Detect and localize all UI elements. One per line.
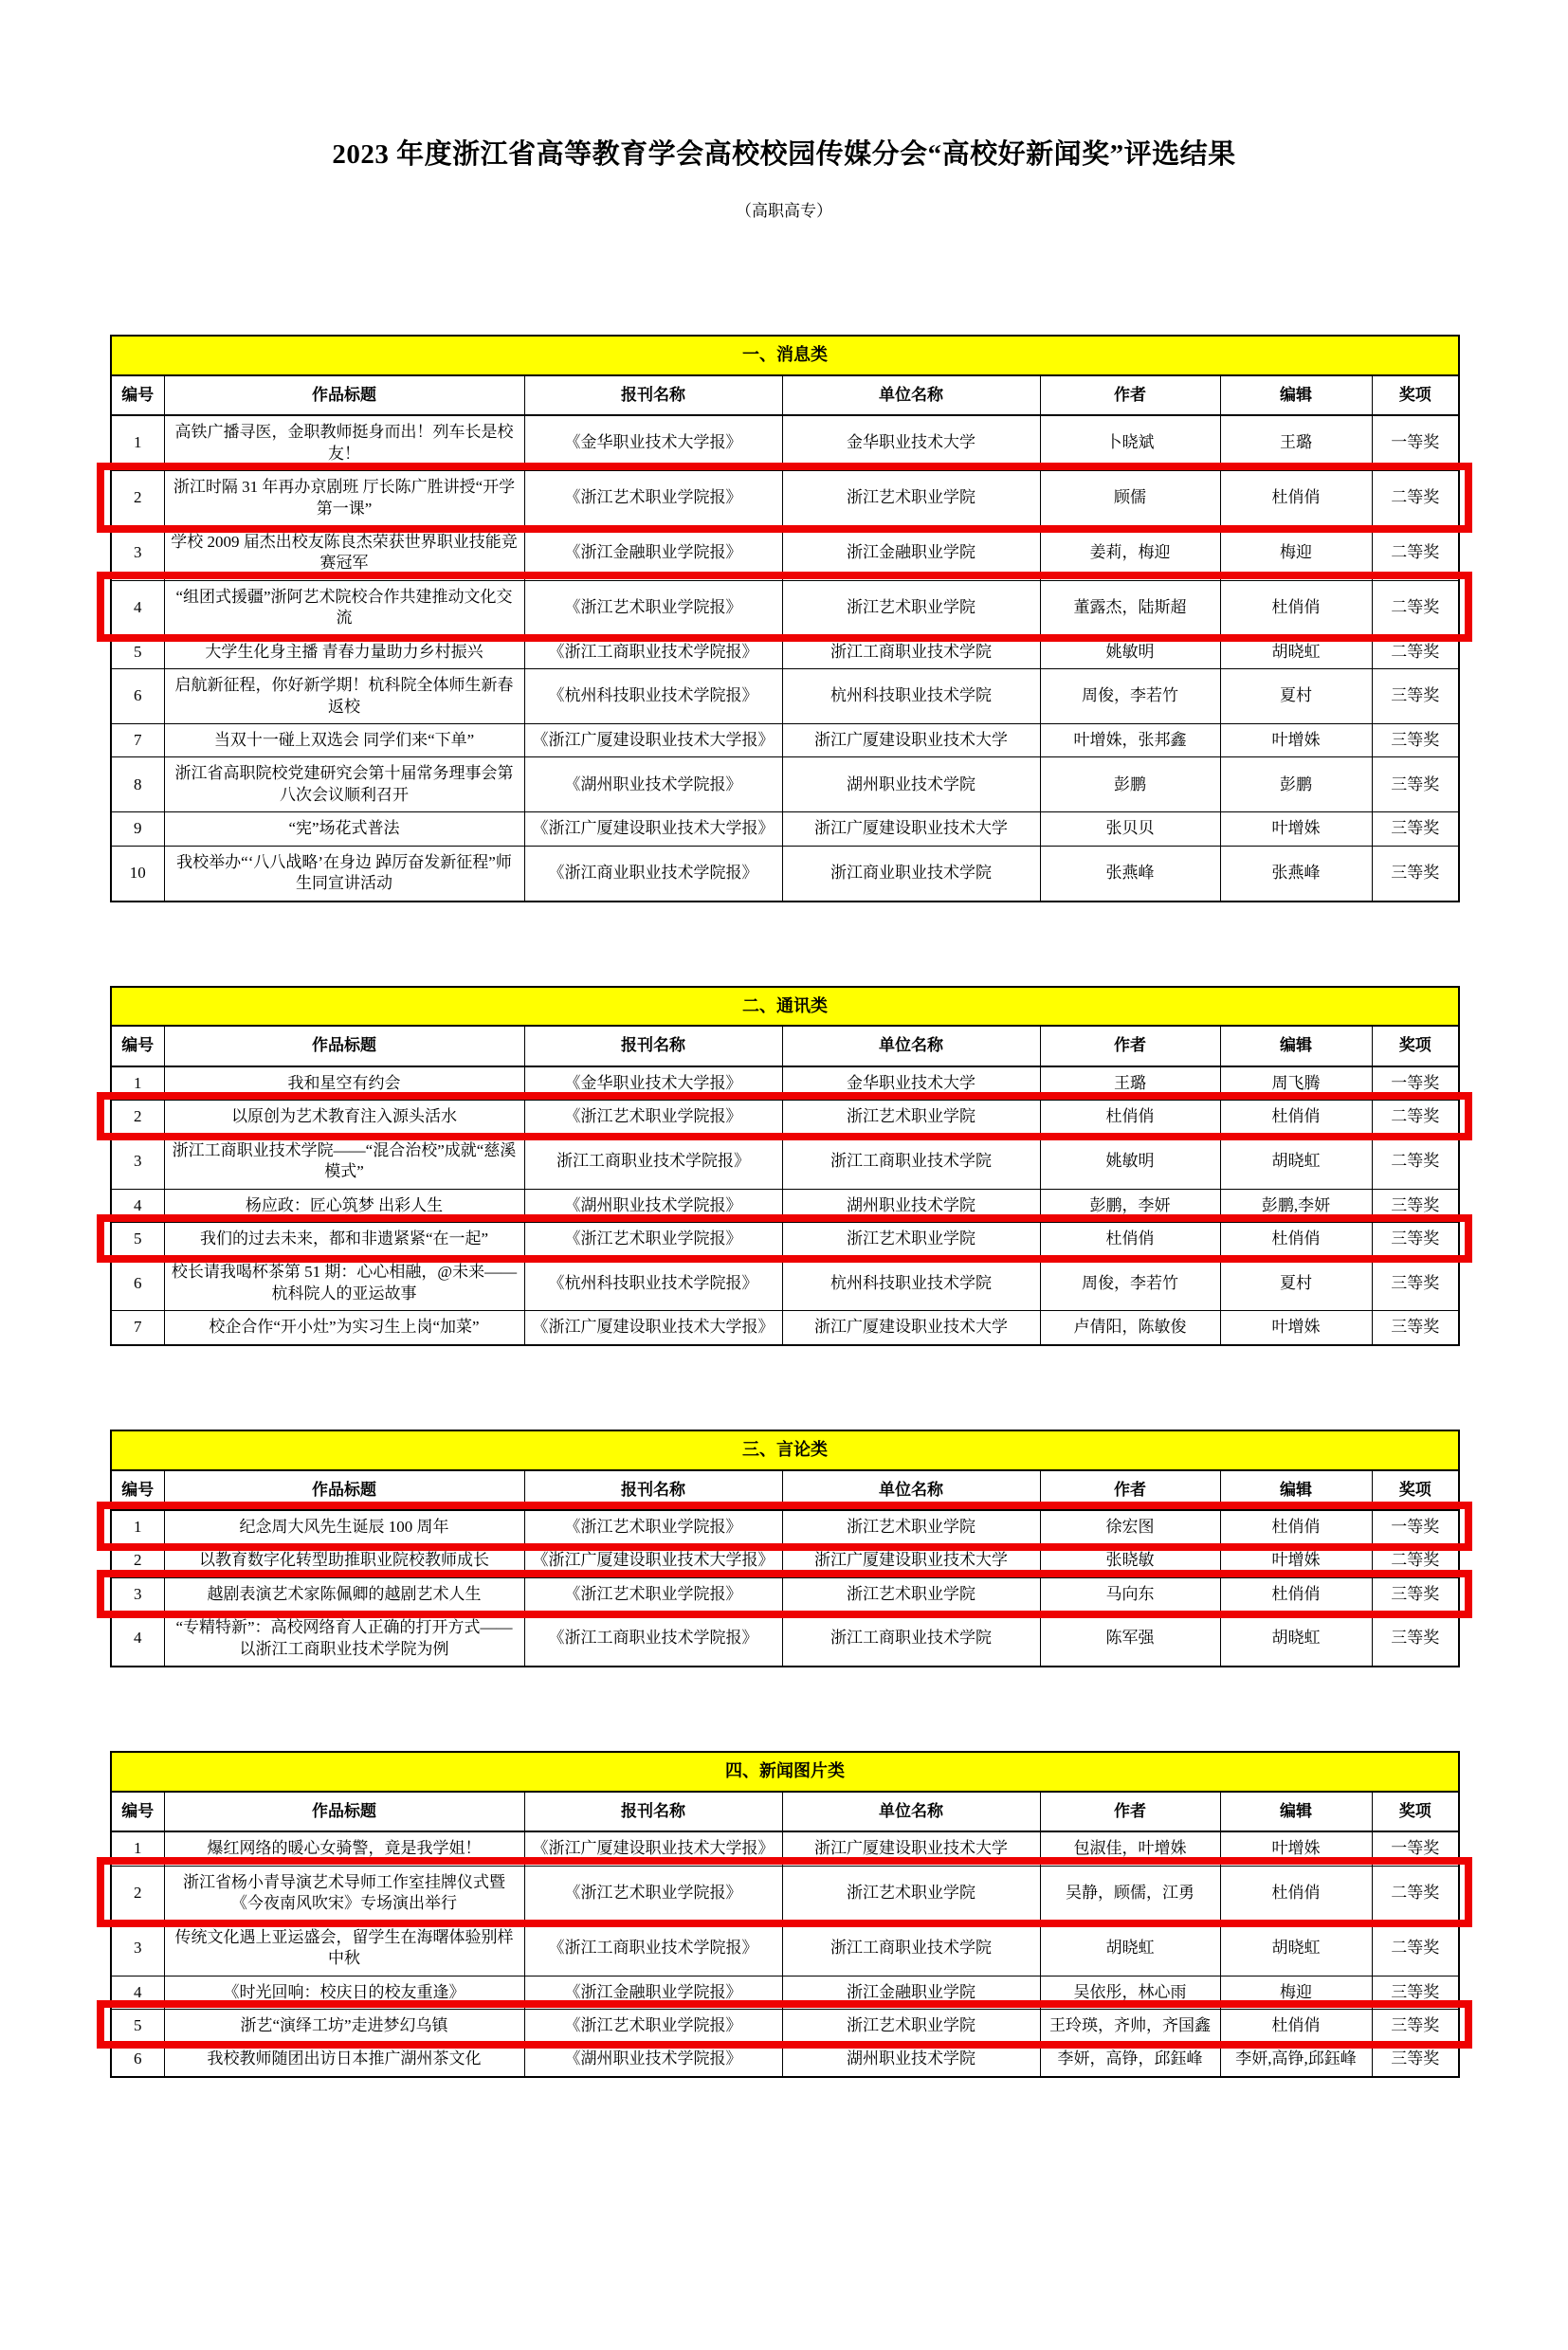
- cell-author: 张贝贝: [1040, 812, 1220, 846]
- col-header-editor: 编辑: [1220, 375, 1372, 415]
- cell-author: 吴静，顾儒，江勇: [1040, 1866, 1220, 1921]
- cell-award: 三等奖: [1372, 1189, 1459, 1222]
- cell-pub: 《浙江金融职业学院报》: [524, 525, 782, 580]
- cell-unit: 湖州职业技术学院: [782, 2043, 1040, 2077]
- cell-award: 二等奖: [1372, 580, 1459, 635]
- cell-award: 三等奖: [1372, 1256, 1459, 1311]
- cell-title: 杨应政：匠心筑梦 出彩人生: [164, 1189, 524, 1222]
- cell-editor: 梅迎: [1220, 1976, 1372, 2009]
- cell-editor: 叶增姝: [1220, 812, 1372, 846]
- cell-unit: 金华职业技术大学: [782, 415, 1040, 470]
- cell-no: 3: [111, 1134, 164, 1189]
- col-header-pub: 报刊名称: [524, 1470, 782, 1510]
- cell-editor: 王璐: [1220, 415, 1372, 470]
- cell-unit: 浙江工商职业技术学院: [782, 1134, 1040, 1189]
- cell-pub: 《浙江广厦建设职业技术大学报》: [524, 1311, 782, 1345]
- cell-no: 1: [111, 1831, 164, 1866]
- cell-no: 9: [111, 812, 164, 846]
- cell-no: 6: [111, 669, 164, 724]
- cell-no: 3: [111, 1921, 164, 1976]
- cell-author: 姚敏明: [1040, 1134, 1220, 1189]
- cell-award: 一等奖: [1372, 1066, 1459, 1101]
- cell-editor: 周飞腾: [1220, 1066, 1372, 1101]
- cell-unit: 浙江商业职业技术学院: [782, 846, 1040, 901]
- col-header-award: 奖项: [1372, 1470, 1459, 1510]
- table-row: [111, 757, 1459, 812]
- cell-title: “宪”场花式普法: [164, 812, 524, 846]
- cell-title: 高铁广播寻医，金职教师挺身而出！列车长是校友！: [164, 415, 524, 470]
- cell-unit: 浙江艺术职业学院: [782, 580, 1040, 635]
- cell-title: 浙江省高职院校党建研究会第十届常务理事会第八次会议顺利召开: [164, 757, 524, 812]
- awards-table-communication: [110, 986, 1460, 1346]
- cell-editor: 杜俏俏: [1220, 1101, 1372, 1134]
- page-subtitle: （高职高专）: [736, 202, 832, 220]
- cell-title: 以教育数字化转型助推职业院校教师成长: [164, 1544, 524, 1577]
- cell-author: 杜俏俏: [1040, 1101, 1220, 1134]
- cell-unit: 金华职业技术大学: [782, 1066, 1040, 1101]
- table-row: [111, 1066, 1459, 1101]
- cell-editor: 杜俏俏: [1220, 580, 1372, 635]
- cell-award: 一等奖: [1372, 1831, 1459, 1866]
- cell-title: 我校举办“‘八八战略’在身边 踔厉奋发新征程”师生同宣讲活动: [164, 846, 524, 901]
- cell-title: 越剧表演艺术家陈佩卿的越剧艺术人生: [164, 1577, 524, 1611]
- table-row: [111, 1256, 1459, 1311]
- cell-author: 马向东: [1040, 1577, 1220, 1611]
- cell-no: 3: [111, 1577, 164, 1611]
- cell-unit: 浙江金融职业学院: [782, 1976, 1040, 2009]
- cell-author: 姜莉，梅迎: [1040, 525, 1220, 580]
- cell-no: 4: [111, 1976, 164, 2009]
- col-header-award: 奖项: [1372, 1792, 1459, 1831]
- col-header-author: 作者: [1040, 1026, 1220, 1066]
- cell-author: 徐宏图: [1040, 1510, 1220, 1544]
- cell-author: 包淑佳，叶增姝: [1040, 1831, 1220, 1866]
- cell-award: 三等奖: [1372, 757, 1459, 812]
- cell-title: 浙江省杨小青导演艺术导师工作室挂牌仪式暨《今夜南风吹宋》专场演出举行: [164, 1866, 524, 1921]
- table-row: [111, 471, 1459, 526]
- cell-unit: 浙江艺术职业学院: [782, 1223, 1040, 1256]
- cell-pub: 浙江工商职业技术学院报》: [524, 1134, 782, 1189]
- cell-editor: 叶增姝: [1220, 724, 1372, 757]
- cell-title: 我校教师随团出访日本推广湖州茶文化: [164, 2043, 524, 2077]
- col-header-unit: 单位名称: [782, 375, 1040, 415]
- table-row: [111, 669, 1459, 724]
- cell-author: 董露杰，陆斯超: [1040, 580, 1220, 635]
- cell-no: 2: [111, 1866, 164, 1921]
- cell-author: 杜俏俏: [1040, 1223, 1220, 1256]
- cell-author: 卢倩阳，陈敏俊: [1040, 1311, 1220, 1345]
- cell-award: 二等奖: [1372, 1921, 1459, 1976]
- cell-author: 张晓敏: [1040, 1544, 1220, 1577]
- col-header-author: 作者: [1040, 375, 1220, 415]
- cell-pub: 《湖州职业技术学院报》: [524, 757, 782, 812]
- table-band-title: 四、新闻图片类: [111, 1752, 1459, 1792]
- cell-award: 三等奖: [1372, 2043, 1459, 2077]
- table-row: [111, 812, 1459, 846]
- cell-editor: 叶增姝: [1220, 1831, 1372, 1866]
- table-row: [111, 1311, 1459, 1345]
- cell-no: 2: [111, 1101, 164, 1134]
- cell-pub: 《浙江艺术职业学院报》: [524, 1510, 782, 1544]
- cell-pub: 《浙江金融职业学院报》: [524, 1976, 782, 2009]
- cell-pub: 《浙江工商职业技术学院报》: [524, 1921, 782, 1976]
- cell-unit: 浙江艺术职业学院: [782, 471, 1040, 526]
- cell-no: 5: [111, 1223, 164, 1256]
- cell-no: 4: [111, 1612, 164, 1667]
- cell-pub: 《浙江广厦建设职业技术大学报》: [524, 1544, 782, 1577]
- col-header-title: 作品标题: [164, 1470, 524, 1510]
- cell-award: 二等奖: [1372, 1866, 1459, 1921]
- cell-unit: 浙江艺术职业学院: [782, 1866, 1040, 1921]
- table-row: [111, 1612, 1459, 1667]
- cell-title: 校长请我喝杯茶第 51 期：心心相融，@未来——杭科院人的亚运故事: [164, 1256, 524, 1311]
- table-row: [111, 1101, 1459, 1134]
- cell-unit: 湖州职业技术学院: [782, 1189, 1040, 1222]
- table-row: [111, 415, 1459, 470]
- cell-award: 三等奖: [1372, 812, 1459, 846]
- cell-award: 二等奖: [1372, 1134, 1459, 1189]
- cell-pub: 《浙江广厦建设职业技术大学报》: [524, 1831, 782, 1866]
- col-header-author: 作者: [1040, 1470, 1220, 1510]
- cell-award: 三等奖: [1372, 1976, 1459, 2009]
- cell-unit: 浙江艺术职业学院: [782, 1101, 1040, 1134]
- col-header-unit: 单位名称: [782, 1026, 1040, 1066]
- cell-unit: 杭州科技职业技术学院: [782, 669, 1040, 724]
- cell-editor: 胡晓虹: [1220, 1921, 1372, 1976]
- cell-title: 校企合作“开小灶”为实习生上岗“加菜”: [164, 1311, 524, 1345]
- awards-table-commentary: [110, 1430, 1460, 1667]
- cell-title: 学校 2009 届杰出校友陈良杰荣获世界职业技能竞赛冠军: [164, 525, 524, 580]
- col-header-title: 作品标题: [164, 375, 524, 415]
- cell-title: 大学生化身主播 青春力量助力乡村振兴: [164, 635, 524, 668]
- cell-title: 浙江工商职业技术学院——“混合治校”成就“慈溪模式”: [164, 1134, 524, 1189]
- cell-author: 王玲瑛，齐帅，齐国鑫: [1040, 2009, 1220, 2042]
- cell-pub: 《浙江商业职业技术学院报》: [524, 846, 782, 901]
- cell-pub: 《浙江工商职业技术学院报》: [524, 1612, 782, 1667]
- cell-pub: 《浙江艺术职业学院报》: [524, 1101, 782, 1134]
- cell-award: 二等奖: [1372, 1101, 1459, 1134]
- table-row: [111, 846, 1459, 901]
- cell-editor: 李妍,高铮,邱鈺峰: [1220, 2043, 1372, 2077]
- cell-editor: 杜俏俏: [1220, 1577, 1372, 1611]
- cell-author: 姚敏明: [1040, 635, 1220, 668]
- col-header-editor: 编辑: [1220, 1470, 1372, 1510]
- col-header-unit: 单位名称: [782, 1470, 1040, 1510]
- cell-editor: 杜俏俏: [1220, 1223, 1372, 1256]
- cell-award: 三等奖: [1372, 2009, 1459, 2042]
- cell-pub: 《杭州科技职业技术学院报》: [524, 1256, 782, 1311]
- cell-pub: 《浙江艺术职业学院报》: [524, 580, 782, 635]
- cell-no: 1: [111, 1066, 164, 1101]
- col-header-pub: 报刊名称: [524, 1792, 782, 1831]
- cell-title: 我和星空有约会: [164, 1066, 524, 1101]
- table-row: [111, 1544, 1459, 1577]
- table-row: [111, 2009, 1459, 2042]
- col-header-award: 奖项: [1372, 1026, 1459, 1066]
- cell-award: 三等奖: [1372, 669, 1459, 724]
- cell-author: 张燕峰: [1040, 846, 1220, 901]
- col-header-author: 作者: [1040, 1792, 1220, 1831]
- cell-pub: 《浙江广厦建设职业技术大学报》: [524, 724, 782, 757]
- cell-award: 三等奖: [1372, 1612, 1459, 1667]
- cell-editor: 杜俏俏: [1220, 1510, 1372, 1544]
- cell-no: 5: [111, 635, 164, 668]
- cell-title: “专精特新”：高校网络育人正确的打开方式——以浙江工商职业技术学院为例: [164, 1612, 524, 1667]
- cell-author: 顾儒: [1040, 471, 1220, 526]
- cell-author: 彭鹏，李妍: [1040, 1189, 1220, 1222]
- table-row: [111, 724, 1459, 757]
- cell-title: 纪念周大风先生诞辰 100 周年: [164, 1510, 524, 1544]
- cell-title: 当双十一碰上双选会 同学们来“下单”: [164, 724, 524, 757]
- table-section-photo: [110, 1751, 1458, 2078]
- cell-unit: 浙江工商职业技术学院: [782, 1612, 1040, 1667]
- cell-pub: 《金华职业技术大学报》: [524, 1066, 782, 1101]
- col-header-editor: 编辑: [1220, 1792, 1372, 1831]
- cell-no: 10: [111, 846, 164, 901]
- cell-award: 三等奖: [1372, 1311, 1459, 1345]
- table-row: [111, 1831, 1459, 1866]
- cell-unit: 杭州科技职业技术学院: [782, 1256, 1040, 1311]
- cell-unit: 浙江广厦建设职业技术大学: [782, 1831, 1040, 1866]
- table-row: [111, 1223, 1459, 1256]
- table-row: [111, 1976, 1459, 2009]
- cell-unit: 浙江艺术职业学院: [782, 1577, 1040, 1611]
- table-row: [111, 1866, 1459, 1921]
- cell-unit: 浙江艺术职业学院: [782, 2009, 1040, 2042]
- cell-title: 以原创为艺术教育注入源头活水: [164, 1101, 524, 1134]
- cell-author: 王璐: [1040, 1066, 1220, 1101]
- cell-award: 二等奖: [1372, 471, 1459, 526]
- cell-unit: 浙江广厦建设职业技术大学: [782, 1311, 1040, 1345]
- col-header-no: 编号: [111, 1026, 164, 1066]
- cell-editor: 胡晓虹: [1220, 1134, 1372, 1189]
- cell-pub: 《杭州科技职业技术学院报》: [524, 669, 782, 724]
- cell-author: 李妍，高铮，邱鈺峰: [1040, 2043, 1220, 2077]
- cell-editor: 叶增姝: [1220, 1544, 1372, 1577]
- cell-editor: 夏村: [1220, 669, 1372, 724]
- cell-author: 吴依彤，林心雨: [1040, 1976, 1220, 2009]
- page-title: 2023 年度浙江省高等教育学会高校校园传媒分会“高校好新闻奖”评选结果: [332, 139, 1236, 170]
- cell-award: 二等奖: [1372, 1544, 1459, 1577]
- cell-unit: 浙江广厦建设职业技术大学: [782, 724, 1040, 757]
- cell-editor: 杜俏俏: [1220, 2009, 1372, 2042]
- col-header-no: 编号: [111, 1792, 164, 1831]
- cell-pub: 《浙江广厦建设职业技术大学报》: [524, 812, 782, 846]
- cell-title: 传统文化遇上亚运盛会，留学生在海曙体验别样中秋: [164, 1921, 524, 1976]
- cell-award: 三等奖: [1372, 1577, 1459, 1611]
- awards-table-photo: [110, 1751, 1460, 2078]
- cell-no: 5: [111, 2009, 164, 2042]
- cell-author: 陈军强: [1040, 1612, 1220, 1667]
- cell-editor: 胡晓虹: [1220, 635, 1372, 668]
- cell-award: 二等奖: [1372, 525, 1459, 580]
- col-header-title: 作品标题: [164, 1026, 524, 1066]
- cell-no: 4: [111, 580, 164, 635]
- cell-no: 6: [111, 1256, 164, 1311]
- cell-author: 叶增姝，张邦鑫: [1040, 724, 1220, 757]
- table-row: [111, 1134, 1459, 1189]
- cell-pub: 《浙江艺术职业学院报》: [524, 471, 782, 526]
- cell-no: 1: [111, 1510, 164, 1544]
- col-header-pub: 报刊名称: [524, 1026, 782, 1066]
- table-row: [111, 2043, 1459, 2077]
- cell-author: 周俊，李若竹: [1040, 1256, 1220, 1311]
- cell-no: 2: [111, 471, 164, 526]
- table-row: [111, 1921, 1459, 1976]
- cell-editor: 杜俏俏: [1220, 1866, 1372, 1921]
- cell-unit: 浙江艺术职业学院: [782, 1510, 1040, 1544]
- cell-no: 4: [111, 1189, 164, 1222]
- col-header-award: 奖项: [1372, 375, 1459, 415]
- cell-editor: 杜俏俏: [1220, 471, 1372, 526]
- cell-editor: 张燕峰: [1220, 846, 1372, 901]
- cell-no: 1: [111, 415, 164, 470]
- cell-award: 三等奖: [1372, 846, 1459, 901]
- cell-award: 三等奖: [1372, 724, 1459, 757]
- cell-pub: 《浙江艺术职业学院报》: [524, 1223, 782, 1256]
- cell-award: 一等奖: [1372, 1510, 1459, 1544]
- cell-no: 3: [111, 525, 164, 580]
- cell-award: 一等奖: [1372, 415, 1459, 470]
- cell-editor: 叶增姝: [1220, 1311, 1372, 1345]
- cell-pub: 《湖州职业技术学院报》: [524, 2043, 782, 2077]
- cell-pub: 《浙江艺术职业学院报》: [524, 2009, 782, 2042]
- cell-unit: 湖州职业技术学院: [782, 757, 1040, 812]
- cell-author: 周俊，李若竹: [1040, 669, 1220, 724]
- table-section-news: [110, 335, 1458, 902]
- awards-table-news: [110, 335, 1460, 902]
- cell-award: 三等奖: [1372, 1223, 1459, 1256]
- cell-unit: 浙江工商职业技术学院: [782, 1921, 1040, 1976]
- cell-pub: 《浙江工商职业技术学院报》: [524, 635, 782, 668]
- cell-unit: 浙江广厦建设职业技术大学: [782, 812, 1040, 846]
- cell-no: 2: [111, 1544, 164, 1577]
- cell-unit: 浙江广厦建设职业技术大学: [782, 1544, 1040, 1577]
- cell-pub: 《金华职业技术大学报》: [524, 415, 782, 470]
- cell-unit: 浙江工商职业技术学院: [782, 635, 1040, 668]
- col-header-pub: 报刊名称: [524, 375, 782, 415]
- cell-author: 彭鹏: [1040, 757, 1220, 812]
- cell-award: 二等奖: [1372, 635, 1459, 668]
- table-section-communication: [110, 986, 1458, 1346]
- table-row: [111, 1510, 1459, 1544]
- cell-title: 《时光回响：校庆日的校友重逢》: [164, 1976, 524, 2009]
- cell-no: 6: [111, 2043, 164, 2077]
- cell-pub: 《浙江艺术职业学院报》: [524, 1577, 782, 1611]
- cell-editor: 夏村: [1220, 1256, 1372, 1311]
- col-header-title: 作品标题: [164, 1792, 524, 1831]
- cell-no: 7: [111, 1311, 164, 1345]
- table-row: [111, 635, 1459, 668]
- col-header-no: 编号: [111, 1470, 164, 1510]
- col-header-no: 编号: [111, 375, 164, 415]
- table-band-title: 三、言论类: [111, 1430, 1459, 1470]
- cell-editor: 彭鹏,李妍: [1220, 1189, 1372, 1222]
- cell-pub: 《浙江艺术职业学院报》: [524, 1866, 782, 1921]
- cell-editor: 梅迎: [1220, 525, 1372, 580]
- document: [0, 133, 1568, 2192]
- cell-editor: 彭鹏: [1220, 757, 1372, 812]
- table-band-title: 一、消息类: [111, 336, 1459, 375]
- cell-author: 胡晓虹: [1040, 1921, 1220, 1976]
- col-header-unit: 单位名称: [782, 1792, 1040, 1831]
- cell-title: “组团式援疆”浙阿艺术院校合作共建推动文化交流: [164, 580, 524, 635]
- table-row: [111, 580, 1459, 635]
- cell-unit: 浙江金融职业学院: [782, 525, 1040, 580]
- cell-no: 7: [111, 724, 164, 757]
- table-section-commentary: [110, 1430, 1458, 1667]
- table-band-title: 二、通讯类: [111, 987, 1459, 1027]
- cell-title: 爆红网络的暖心女骑警，竟是我学姐！: [164, 1831, 524, 1866]
- cell-title: 我们的过去未来，都和非遗紧紧“在一起”: [164, 1223, 524, 1256]
- cell-title: 浙艺“演绎工坊”走进梦幻乌镇: [164, 2009, 524, 2042]
- cell-title: 浙江时隔 31 年再办京剧班 厅长陈广胜讲授“开学第一课”: [164, 471, 524, 526]
- table-row: [111, 525, 1459, 580]
- cell-no: 8: [111, 757, 164, 812]
- table-row: [111, 1189, 1459, 1222]
- table-row: [111, 1577, 1459, 1611]
- cell-pub: 《湖州职业技术学院报》: [524, 1189, 782, 1222]
- cell-editor: 胡晓虹: [1220, 1612, 1372, 1667]
- cell-author: 卜晓斌: [1040, 415, 1220, 470]
- col-header-editor: 编辑: [1220, 1026, 1372, 1066]
- cell-title: 启航新征程，你好新学期！杭科院全体师生新春返校: [164, 669, 524, 724]
